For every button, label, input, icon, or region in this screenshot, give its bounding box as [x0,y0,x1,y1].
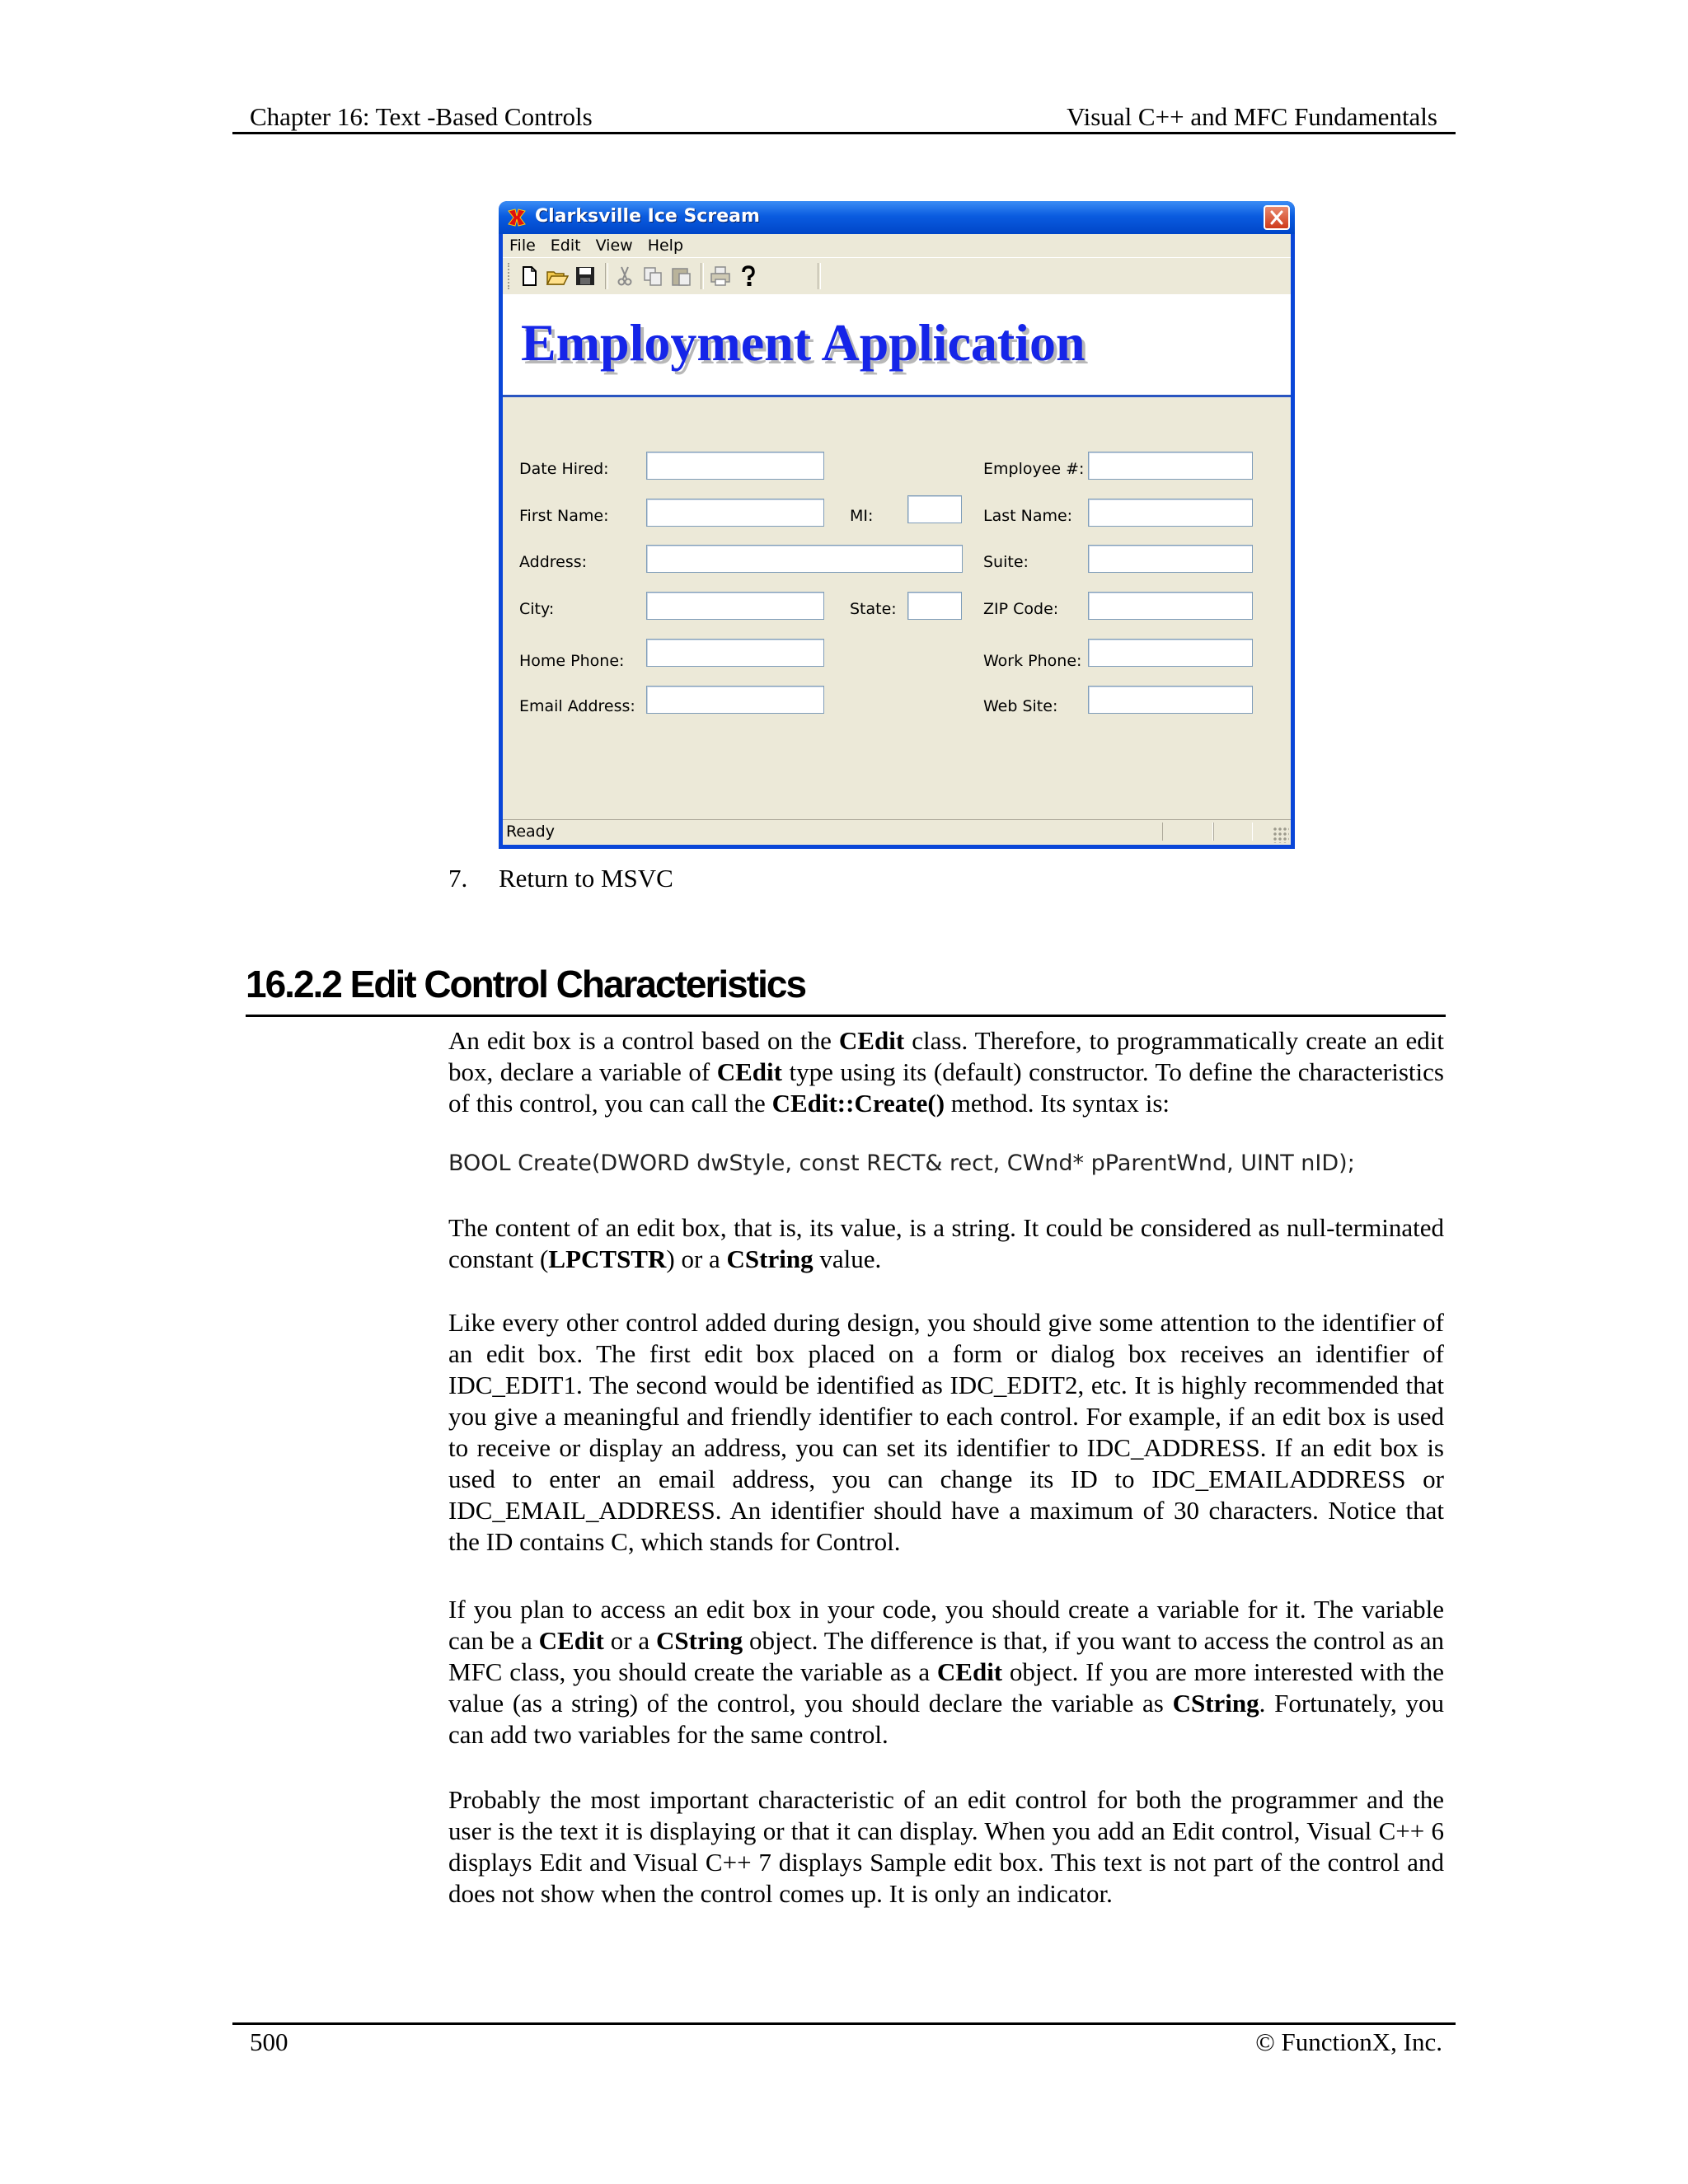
p2-text: The content of an edit box, that is, its value, is a string. It could be considered as null-terminated constant ( [448,1213,1444,1273]
footer-rule [232,2022,1456,2025]
toolbar [503,257,1291,295]
title-bar [499,201,1295,234]
first-name-label: First Name: [519,507,609,525]
banner-title: Employment Application [521,313,1085,372]
p2-text: ) or a [666,1244,727,1273]
window-title: Clarksville Ice Scream [535,206,760,227]
work-phone-label: Work Phone: [983,652,1082,670]
status-bar [503,819,1291,845]
p4-text: object. The difference is that, if you want to access the control as an MFC class, you should create the variable as a [448,1626,1444,1686]
step-text: Return to MSVC [499,864,673,893]
p2-lpctstr: LPCTSTR [548,1244,667,1273]
p4-cstring: CString [656,1626,743,1655]
footer-copyright: © FunctionX, Inc. [1255,2027,1442,2056]
zip-code-label: ZIP Code: [983,600,1059,618]
paragraph-5: Probably the most important characteristic of an edit control for both the programmer and the user is the text it is displaying or that it can display. When you add an Edit control, Visual C++ 6 displays Edit and Visual C++ 7 displays Sample edit box. This text is not part of the control and does not show when the control comes up. It is only an indicator. [448,1785,1444,1908]
p4-cstring: CString [1172,1689,1259,1718]
p1-cedit: CEdit [838,1026,905,1055]
status-pane [1162,823,1213,841]
email-address-label: Email Address: [519,697,635,715]
p1-text: method. Its syntax is: [945,1089,1170,1118]
web-site-field[interactable] [1088,686,1253,714]
page-number: 500 [250,2027,288,2056]
email-address-field[interactable] [646,686,824,714]
last-name-field[interactable] [1088,499,1253,527]
p4-text: object. If you are more interested with the value (as a string) of the control, you should declare the variable as [448,1657,1444,1718]
section-heading: 16.2.2 Edit Control Characteristics [246,963,806,1005]
employee-number-label: Employee #: [983,460,1085,478]
last-name-label: Last Name: [983,507,1073,525]
address-label: Address: [519,553,588,571]
app-window-screenshot [499,201,1295,849]
header-rule [232,132,1456,134]
save-icon[interactable] [574,265,597,288]
print-icon[interactable] [709,265,732,288]
p1-text: class. Therefore, to programmatically create an edit box, declare a variable of [448,1026,1444,1086]
banner [503,294,1291,397]
copy-icon[interactable] [641,265,664,288]
first-name-field[interactable] [646,499,824,527]
employee-number-field[interactable] [1088,452,1253,480]
close-button[interactable] [1264,205,1290,230]
new-icon[interactable] [518,265,541,288]
mi-field[interactable] [907,495,962,523]
city-label: City: [519,600,555,618]
help-icon[interactable] [737,265,760,288]
status-pane [1213,823,1253,841]
close-icon [1265,207,1288,228]
client-area [503,234,1291,845]
home-phone-label: Home Phone: [519,652,625,670]
paragraph-3: Like every other control added during design, you should give some attention to the identifier of an edit box. The first edit box placed on a form or dialog box receives an identifier of IDC_EDIT1. The second would be identified as IDC_EDIT2, etc. It is highly recommended that you give a meaningful and friendly identifier to each control. For example, if an edit box is used to receive or display an address, you can set its identifier to IDC_ADDRESS. If an edit box is used to enter an email address, you can change its ID to IDC_EMAILADDRESS or IDC_EMAIL_ADDRESS. An identifier should have a maximum of 30 characters. Notice that the ID contains C, which stands for Control. [448,1308,1444,1556]
header-chapter: Chapter 16: Text -Based Controls [250,102,593,131]
p1-text: An edit box is a control based on the [448,1026,839,1055]
web-site-label: Web Site: [983,697,1058,715]
p4-text: or a [603,1626,657,1655]
toolbar-grip[interactable] [508,263,512,289]
mi-label: MI: [850,507,874,525]
code-syntax: BOOL Create(DWORD dwStyle, const RECT& rect, CWnd* pParentWnd, UINT nID); [448,1151,1355,1176]
menu-file[interactable]: File [509,237,536,255]
date-hired-field[interactable] [646,452,824,480]
p4-cedit: CEdit [936,1657,1003,1686]
home-phone-field[interactable] [646,639,824,667]
toolbar-separator [605,263,608,289]
suite-label: Suite: [983,553,1029,571]
section-rule [246,1015,1446,1017]
state-field[interactable] [907,592,962,620]
paragraph-4 [448,1594,1444,1750]
p4-text: If you plan to access an edit box in your code, you should create a variable for it. The variable can be a [448,1595,1444,1655]
p4-text: . Fortunately, you can add two variables for the same control. [448,1689,1444,1749]
menu-help[interactable]: Help [647,237,684,255]
app-icon [507,208,527,227]
zip-code-field[interactable] [1088,592,1253,620]
date-hired-label: Date Hired: [519,460,609,478]
p2-text: value. [813,1244,882,1273]
work-phone-field[interactable] [1088,639,1253,667]
status-text: Ready [506,823,555,841]
address-field[interactable] [646,545,963,573]
menu-view[interactable]: View [595,237,633,255]
cut-icon[interactable] [613,265,636,288]
p1-cedit: CEdit [716,1057,782,1086]
state-label: State: [850,600,897,618]
p1-create-method: CEdit::Create() [771,1089,945,1118]
p4-cedit: CEdit [538,1626,604,1655]
resize-grip[interactable] [1273,827,1289,843]
paste-icon[interactable] [669,265,692,288]
toolbar-end [818,263,821,289]
menu-edit[interactable]: Edit [550,237,581,255]
menu-bar [503,234,1291,257]
step-number: 7. [448,864,468,893]
open-icon[interactable] [546,265,569,288]
header-book-title: Visual C++ and MFC Fundamentals [1067,102,1437,131]
p2-cstring: CString [726,1244,814,1273]
city-field[interactable] [646,592,824,620]
suite-field[interactable] [1088,545,1253,573]
paragraph-1 [448,1025,1444,1119]
p1-text: type using its (default) constructor. To define the characteristics of this control, you can call the [448,1057,1444,1118]
paragraph-2 [448,1212,1444,1275]
toolbar-separator [701,263,704,289]
